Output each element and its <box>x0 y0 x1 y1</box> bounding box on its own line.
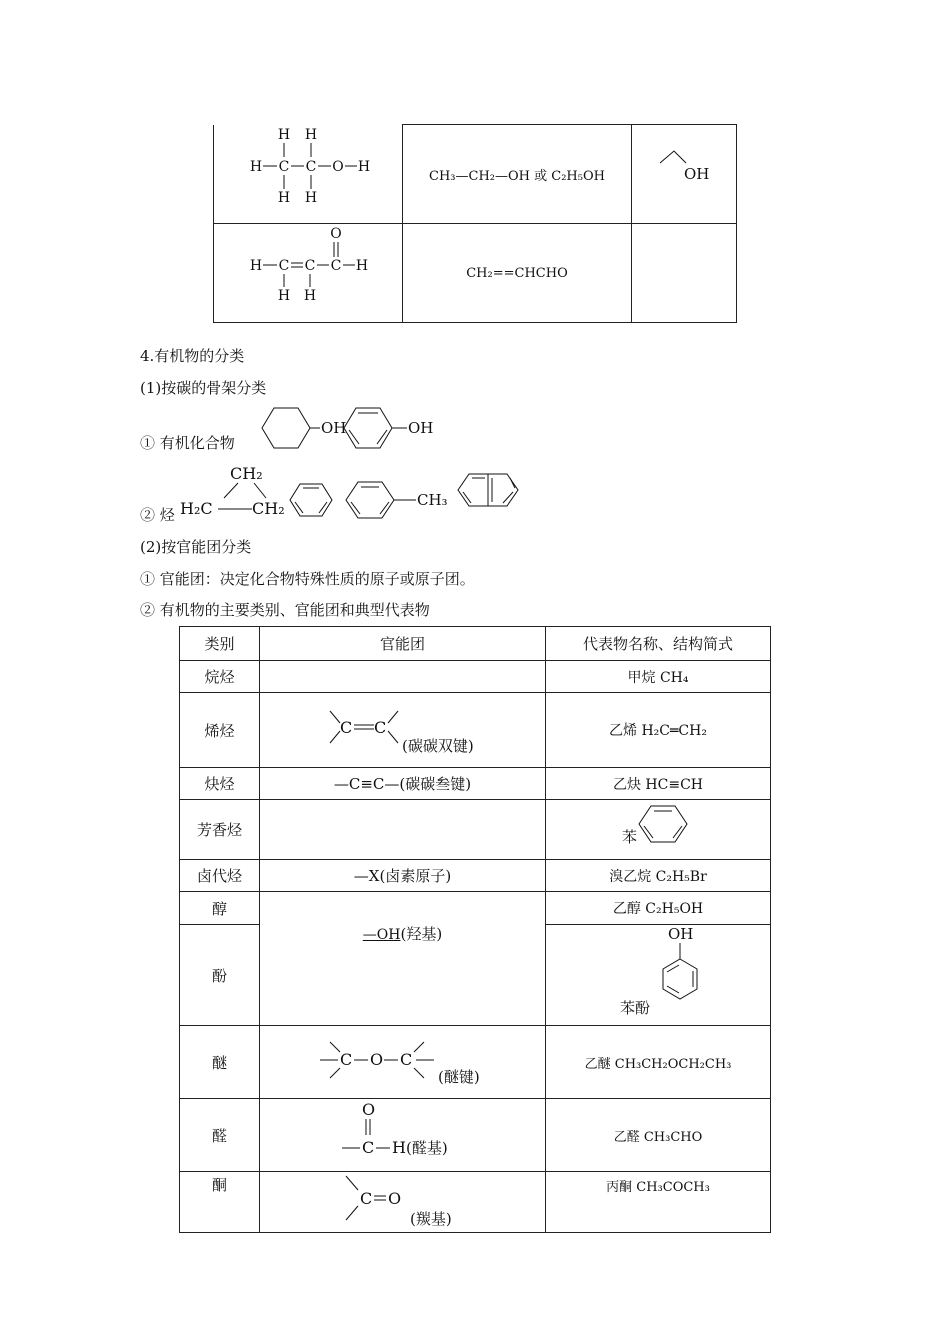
svg-text:OH: OH <box>408 419 434 437</box>
category-alkyne: 炔烃 <box>180 768 260 800</box>
table-row <box>180 1099 771 1172</box>
hydrocarbon-label: ② 烃 <box>140 506 175 524</box>
acrolein-skeletal-cell <box>632 224 737 323</box>
table-header-row <box>180 627 771 661</box>
svg-text:(碳碳双键): (碳碳双键) <box>402 737 474 755</box>
ethanol-structural-cell <box>214 125 403 224</box>
svg-text:O: O <box>388 1189 402 1208</box>
category-alkene: 烯烃 <box>180 693 260 768</box>
svg-text:H: H <box>355 258 369 274</box>
acrolein-structural-formula <box>214 224 402 318</box>
acrolein-condensed-formula: CH₂==CHCHO <box>466 265 568 281</box>
svg-text:(羰基): (羰基) <box>410 1210 452 1228</box>
svg-text:CH₂: CH₂ <box>252 499 285 518</box>
svg-text:(醛基): (醛基) <box>406 1139 448 1157</box>
table-row <box>180 860 771 892</box>
category-alkane: 烷烃 <box>180 661 260 693</box>
category-alcohol: 醇 <box>180 892 260 925</box>
rep-ether: 乙醚 CH₃CH₂OCH₂CH₃ <box>546 1026 771 1099</box>
fg-ketone <box>260 1172 546 1233</box>
table-row <box>180 661 771 693</box>
category-phenol: 酚 <box>180 925 260 1026</box>
svg-text:CH₃: CH₃ <box>417 491 448 509</box>
structure-table <box>213 124 737 323</box>
organic-compound-label: ① 有机化合物 <box>140 434 235 452</box>
svg-text:C: C <box>340 1050 353 1069</box>
svg-text:H₂C: H₂C <box>180 499 213 518</box>
hydroxyl-group: —OH <box>362 926 401 943</box>
svg-text:C: C <box>330 258 342 274</box>
header-representative: 代表物名称、结构简式 <box>546 627 771 661</box>
rep-aldehyde: 乙醛 CH₃CHO <box>546 1099 771 1172</box>
hydroxyl-name: (羟基) <box>400 924 443 943</box>
svg-text:C: C <box>278 258 290 274</box>
carbon-carbon-double-bond <box>260 693 545 763</box>
category-aldehyde: 醛 <box>180 1099 260 1172</box>
svg-text:苯酚: 苯酚 <box>620 999 651 1017</box>
table-row <box>180 892 771 925</box>
table-row <box>180 1026 771 1099</box>
svg-text:CH₂: CH₂ <box>230 464 263 483</box>
ethanol-skeletal-cell <box>632 125 737 224</box>
table-row <box>180 1172 771 1233</box>
svg-text:OH: OH <box>668 925 694 943</box>
svg-text:H: H <box>277 288 291 304</box>
svg-text:H: H <box>249 258 263 274</box>
organic-compound-structures <box>244 404 444 454</box>
classification-table <box>179 626 771 1233</box>
header-functional-group: 官能团 <box>260 627 546 661</box>
subsection-functional-group: (2)按官能团分类 <box>140 538 252 556</box>
ethanol-skeletal-formula <box>632 125 736 219</box>
header-category: 类别 <box>180 627 260 661</box>
acrolein-condensed-cell <box>403 224 632 323</box>
rep-ketone: 丙酮 CH₃COCH₃ <box>546 1172 771 1233</box>
category-ether: 醚 <box>180 1026 260 1099</box>
aldehyde-group <box>260 1099 545 1167</box>
svg-text:C: C <box>278 159 290 175</box>
table-row <box>180 693 771 768</box>
ether-bond <box>260 1026 545 1094</box>
svg-text:苯: 苯 <box>622 828 638 846</box>
svg-text:C: C <box>362 1138 375 1157</box>
fg-aldehyde <box>260 1099 546 1172</box>
rep-alcohol: 乙醇 C₂H₅OH <box>546 892 771 925</box>
table-row <box>180 768 771 800</box>
svg-text:O: O <box>332 159 344 175</box>
functional-group-definition: ① 官能团：决定化合物特殊性质的原子或原子团。 <box>140 570 475 588</box>
svg-text:H: H <box>357 159 371 175</box>
category-ketone: 酮 <box>180 1172 260 1233</box>
fg-ether <box>260 1026 546 1099</box>
svg-text:C: C <box>374 718 387 737</box>
svg-text:H: H <box>277 127 291 143</box>
table-row <box>180 800 771 860</box>
fg-alkane <box>260 661 546 693</box>
svg-text:C: C <box>400 1050 413 1069</box>
rep-halide: 溴乙烷 C₂H₅Br <box>546 860 771 892</box>
ethanol-condensed-cell <box>403 125 632 224</box>
rep-alkane: 甲烷 CH₄ <box>546 661 771 693</box>
svg-text:O: O <box>370 1050 384 1069</box>
subsection-carbon-skeleton: (1)按碳的骨架分类 <box>140 379 267 397</box>
rep-alkene: 乙烯 H₂C═CH₂ <box>546 693 771 768</box>
svg-text:(醚键): (醚键) <box>438 1068 480 1086</box>
rep-phenol <box>546 925 771 1026</box>
rep-aromatic <box>546 800 771 860</box>
hydrocarbon-structures <box>176 460 536 526</box>
acrolein-structural-cell <box>214 224 403 323</box>
svg-text:O: O <box>330 226 342 242</box>
svg-text:OH: OH <box>321 419 347 437</box>
fg-halide: —X(卤素原子) <box>260 860 546 892</box>
svg-text:H: H <box>304 127 318 143</box>
svg-text:C: C <box>360 1189 373 1208</box>
svg-text:H: H <box>277 190 291 206</box>
rep-alkyne: 乙炔 HC≡CH <box>546 768 771 800</box>
fg-aromatic <box>260 800 546 860</box>
svg-text:C: C <box>340 718 353 737</box>
category-halide: 卤代烃 <box>180 860 260 892</box>
section-title: 4.有机物的分类 <box>140 347 245 365</box>
fg-alkene <box>260 693 546 768</box>
svg-text:OH: OH <box>684 165 710 183</box>
fg-alkyne: —C≡C—(碳碳叁键) <box>260 768 546 800</box>
benzene-structure <box>546 800 770 855</box>
svg-text:C: C <box>305 159 317 175</box>
svg-text:H: H <box>303 288 317 304</box>
classification-table-caption: ② 有机物的主要类别、官能团和典型代表物 <box>140 601 430 619</box>
phenol-structure <box>546 925 770 1021</box>
carbonyl-group <box>260 1172 545 1228</box>
ethanol-structural-formula <box>214 125 402 219</box>
fg-hydroxyl <box>260 892 546 1026</box>
ethanol-condensed-formula: CH₃—CH₂—OH 或 C₂H₅OH <box>429 168 605 184</box>
svg-text:H: H <box>304 190 318 206</box>
svg-text:C: C <box>304 258 316 274</box>
svg-text:O: O <box>362 1100 376 1119</box>
svg-text:H: H <box>249 159 263 175</box>
category-aromatic: 芳香烃 <box>180 800 260 860</box>
svg-text:H: H <box>392 1138 406 1157</box>
